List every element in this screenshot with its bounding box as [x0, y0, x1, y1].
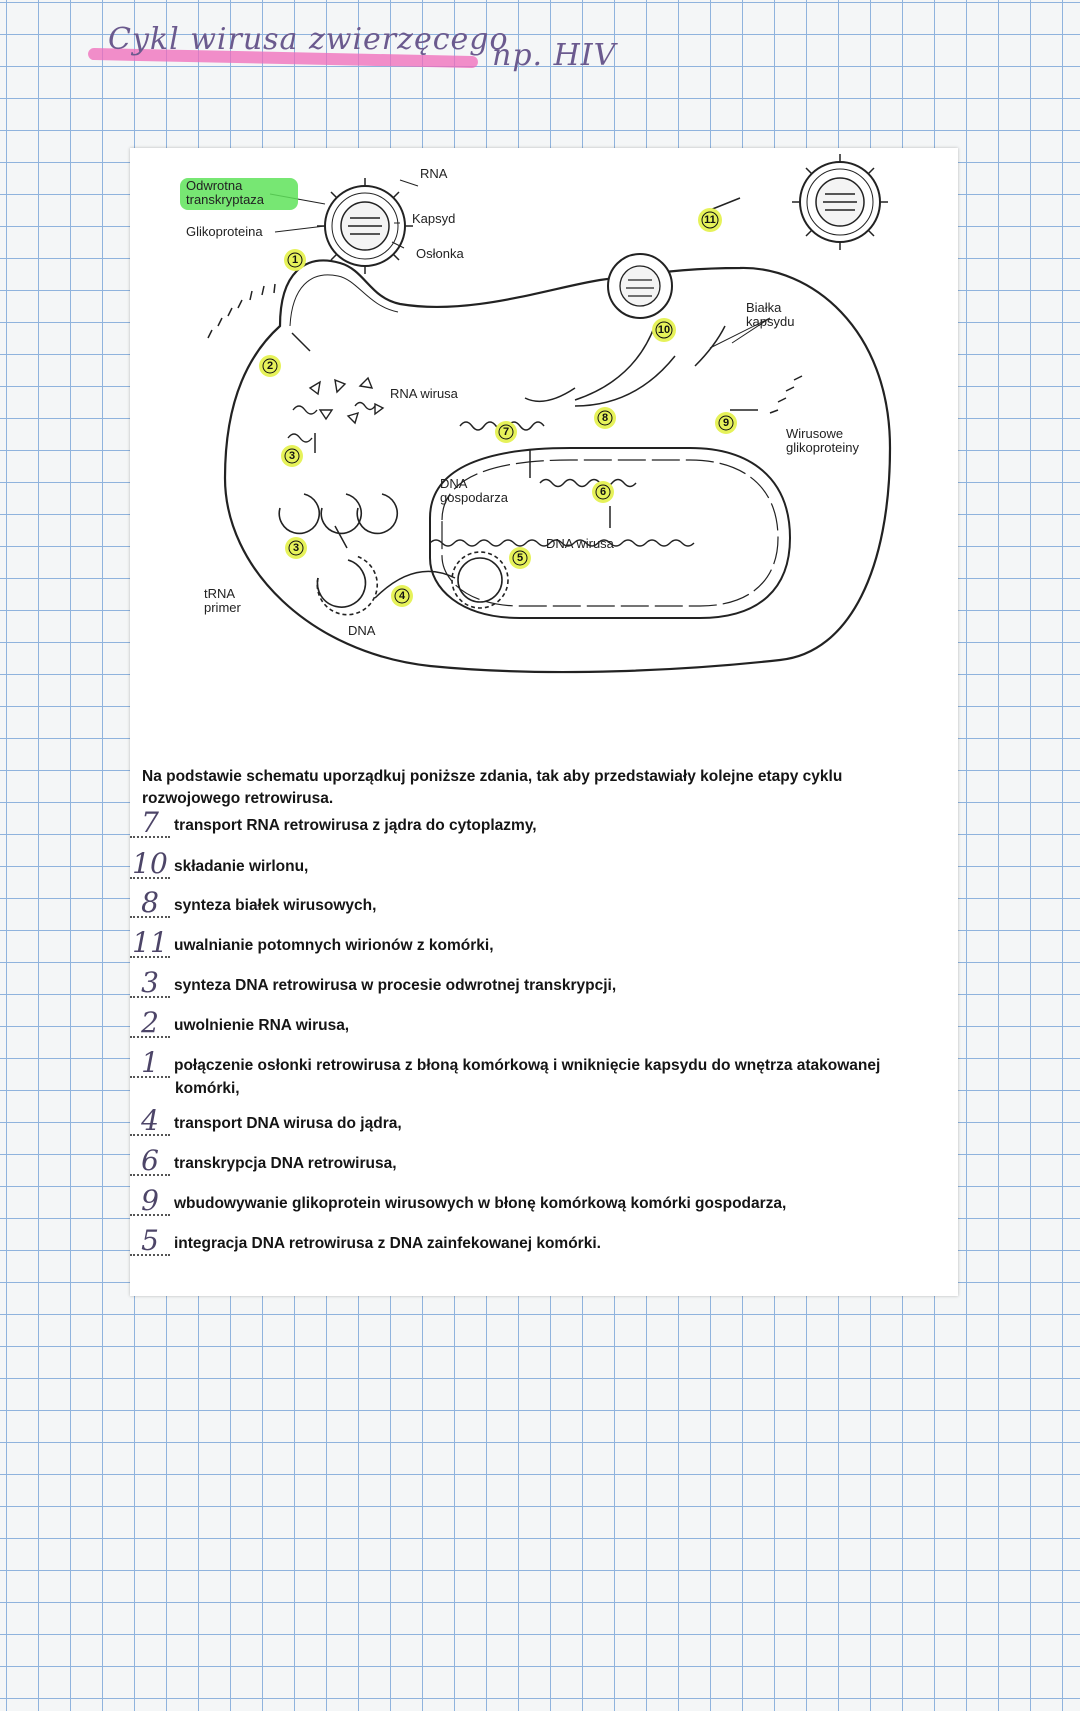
worksheet [130, 148, 958, 1296]
svg-text:1: 1 [291, 254, 299, 266]
step-marker [715, 412, 737, 434]
svg-text:10: 10 [657, 324, 671, 336]
step-marker [509, 547, 531, 569]
label-envelope: Osłonka [416, 246, 464, 261]
label-viral-glycoproteins: Wirusowe glikoproteiny [786, 426, 859, 455]
task-item [130, 1006, 950, 1039]
retrovirus-cycle-diagram [130, 148, 958, 708]
svg-text:6: 6 [599, 486, 607, 498]
label-dna: DNA [348, 623, 376, 638]
task-item-text: synteza DNA retrowirusa w procesie odwrotnej transkrypcji, [174, 977, 617, 994]
flow-arrows [292, 198, 758, 598]
task-item-text: integracja DNA retrowirusa z DNA zainfekowanej komórki. [174, 1235, 601, 1252]
label-trna-primer: tRNA primer [204, 586, 241, 615]
label-glycoprotein: Glikoproteina [186, 224, 263, 239]
virion-released [792, 154, 888, 250]
task-item-text: wbudowywanie glikoprotein wirusowych w błonę komórkową komórki gospodarza, [174, 1195, 787, 1212]
svg-text:2: 2 [266, 360, 274, 372]
task-item-text: synteza białek wirusowych, [174, 897, 377, 914]
task-item [130, 926, 950, 959]
handwritten-answer[interactable]: 9 [130, 1188, 170, 1216]
label-virus-dna: DNA wirusa [546, 536, 614, 551]
handwritten-answer[interactable]: 4 [130, 1108, 170, 1136]
label-capsid-proteins: Białka kapsydu [746, 300, 795, 329]
label-host-dna: DNA gospodarza [440, 476, 508, 505]
task-item [130, 1184, 950, 1217]
task-item [130, 806, 950, 839]
task-instruction: Na podstawie schematu uporządkuj poniższe zdania, tak aby przedstawiały kolejne etapy cyklu rozwojowego retrowirusa. [142, 768, 843, 807]
page-title: Cykl wirusa zwierzęcego [108, 22, 509, 57]
handwritten-answer[interactable]: 7 [130, 810, 170, 838]
task-item-text: połączenie osłonki retrowirusa z błoną komórkową i wniknięcie kapsydu do wnętrza atakowanej [174, 1057, 881, 1074]
task-item-text: uwolnienie RNA wirusa, [174, 1017, 350, 1034]
svg-text:11: 11 [704, 214, 716, 226]
svg-text:3: 3 [288, 450, 296, 462]
handwritten-answer[interactable]: 8 [130, 890, 170, 918]
svg-text:8: 8 [601, 412, 609, 424]
step-marker [592, 481, 614, 503]
page-subtitle: np. HIV [492, 38, 617, 73]
svg-text:9: 9 [722, 417, 730, 429]
task-item [130, 1046, 950, 1079]
label-capsid: Kapsyd [412, 211, 456, 226]
task-item-text: transport RNA retrowirusa z jądra do cytoplazmy, [174, 817, 537, 834]
task-item [130, 886, 950, 919]
svg-text:3: 3 [292, 542, 300, 554]
label-rna-virus: RNA wirusa [390, 386, 458, 401]
step-marker [285, 537, 307, 559]
step-marker [495, 421, 517, 443]
svg-text:4: 4 [398, 590, 406, 602]
nuclear-rna [540, 480, 636, 487]
task-item [130, 966, 950, 999]
step-marker [698, 208, 722, 232]
handwritten-answer[interactable]: 3 [130, 970, 170, 998]
virion-incoming [317, 178, 413, 274]
step-marker [284, 249, 306, 271]
step-marker [259, 355, 281, 377]
task-item [130, 1224, 950, 1257]
task-item-text: uwalnianie potomnych wirionów z komórki, [174, 937, 494, 954]
step-marker [652, 318, 676, 342]
svg-text:5: 5 [516, 552, 524, 564]
step-marker [391, 585, 413, 607]
task-item-continuation: komórki, [175, 1080, 240, 1097]
task-item-text: transport DNA wirusa do jądra, [174, 1115, 402, 1132]
handwritten-answer[interactable]: 11 [130, 930, 170, 958]
step-marker [594, 407, 616, 429]
nucleus-envelope [430, 448, 790, 618]
virion-budding [608, 254, 672, 318]
handwritten-answer[interactable]: 10 [130, 851, 170, 879]
label-rna: RNA [420, 166, 448, 181]
cell-membrane-inner [290, 275, 398, 326]
handwritten-answer[interactable]: 5 [130, 1228, 170, 1256]
label-reverse-transcriptase: Odwrotna transkryptaza [186, 178, 265, 207]
handwritten-answer[interactable]: 6 [130, 1148, 170, 1176]
nucleus-envelope-inner [442, 460, 778, 606]
task-item [130, 847, 950, 880]
capsid-fragments [288, 378, 383, 442]
task-item [130, 1144, 950, 1177]
task-item-text: składanie wirlonu, [174, 858, 309, 875]
handwritten-answer[interactable]: 1 [130, 1050, 170, 1078]
svg-text:7: 7 [502, 426, 510, 438]
membrane-glycoproteins-left [208, 284, 275, 338]
handwritten-answer[interactable]: 2 [130, 1010, 170, 1038]
task-item [130, 1104, 950, 1137]
step-marker [281, 445, 303, 467]
task-item-text: transkrypcja DNA retrowirusa, [174, 1155, 397, 1172]
membrane-glycoproteins-right [770, 376, 802, 413]
